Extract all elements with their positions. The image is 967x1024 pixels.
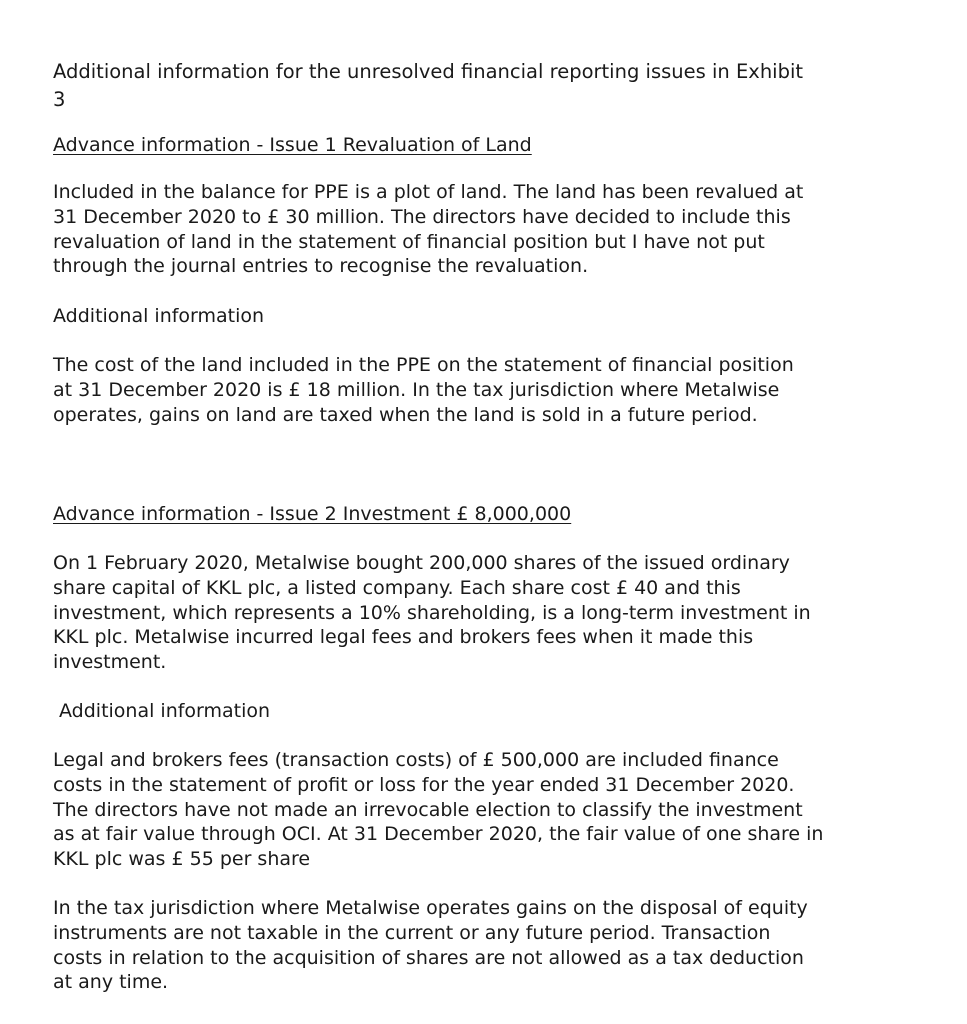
issue1-heading: Advance information - Issue 1 Revaluation of Land <box>53 134 532 156</box>
issue1-paragraph: Included in the balance for PPE is a plot of land. The land has been revalued at 31 December 2020 to £ 30 million. The directors have decided to include this revaluation of land in the statement of financial position but I have not put through the journal entries to recognise the revaluation. <box>53 181 804 278</box>
issue2-additional-paragraph-2: In the tax jurisdiction where Metalwise operates gains on the disposal of equity instruments are not taxable in the current or any future period. Transaction costs in relation to the acquisition of shares are not allowed as a tax deduction at any time. <box>53 897 808 994</box>
issue2-paragraph: On 1 February 2020, Metalwise bought 200,000 shares of the issued ordinary share capital of KKL plc, a listed company. Each share cost £ 40 and this investment, which represents a 10% shareholding, is a long-term investment in KKL plc. Metalwise incurred legal fees and brokers fees when it made this investment. <box>53 552 811 674</box>
issue1-additional-heading: Additional information <box>53 305 265 327</box>
issue2-additional-heading: Additional information <box>59 700 271 722</box>
issue2-heading: Advance information - Issue 2 Investment £ 8,000,000 <box>53 503 572 525</box>
issue1-additional-paragraph: The cost of the land included in the PPE on the statement of financial position at 31 December 2020 is £ 18 million. In the tax jurisdiction where Metalwise operates, gains on land are taxed when the land is sold in a future period. <box>53 354 794 426</box>
issue2-additional-paragraph-1: Legal and brokers fees (transaction costs) of £ 500,000 are included finance costs in the statement of profit or loss for the year ended 31 December 2020. The directors have not made an irrevocable election to classify the investment as at fair value through OCI. At 31 December 2020, the fair value of one share in KKL plc was £ 55 per share <box>53 749 824 871</box>
document-title: Additional information for the unresolved financial reporting issues in Exhibit 3 <box>53 60 804 111</box>
